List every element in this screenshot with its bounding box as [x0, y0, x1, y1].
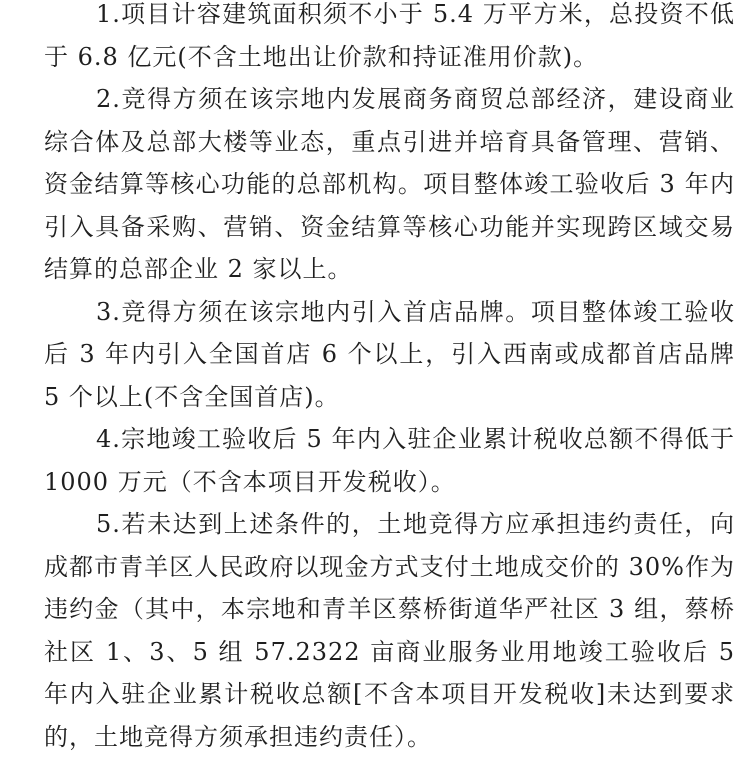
- clause-1: 1.项目计容建筑面积须不小于 5.4 万平方米，总投资不低于 6.8 亿元(不含土地出让价款和持证准用价款)。: [44, 0, 735, 71]
- clause-4: 4.宗地竣工验收后 5 年内入驻企业累计税收总额不得低于 1000 万元（不含本项目开发税收）。: [44, 425, 735, 496]
- clause-3: 3.竞得方须在该宗地内引入首店品牌。项目整体竣工验收后 3 年内引入全国首店 6 个以上，引入西南或成都首店品牌 5 个以上(不含全国首店)。: [44, 297, 735, 411]
- clause-2: 2.竞得方须在该宗地内发展商务商贸总部经济，建设商业综合体及总部大楼等业态，重点引进并培育具备管理、营销、资金结算等核心功能的总部机构。项目整体竣工验收后 3 年内引入具备采购、营销、资金结算等核心功能并实现跨区域交易结算的总部企业 2 家以上。: [44, 85, 735, 283]
- clause-5: 5.若未达到上述条件的，土地竞得方应承担违约责任，向成都市青羊区人民政府以现金方式支付土地成交价的 30%作为违约金（其中，本宗地和青羊区蔡桥街道华严社区 3 组，蔡桥社区 1、3、5 组 57.2322 亩商业服务业用地竣工验收后 5 年内入驻企业累计税收总额[不含本项目开发税收]未达到要求的，土地竞得方须承担违约责任）。: [44, 510, 735, 751]
